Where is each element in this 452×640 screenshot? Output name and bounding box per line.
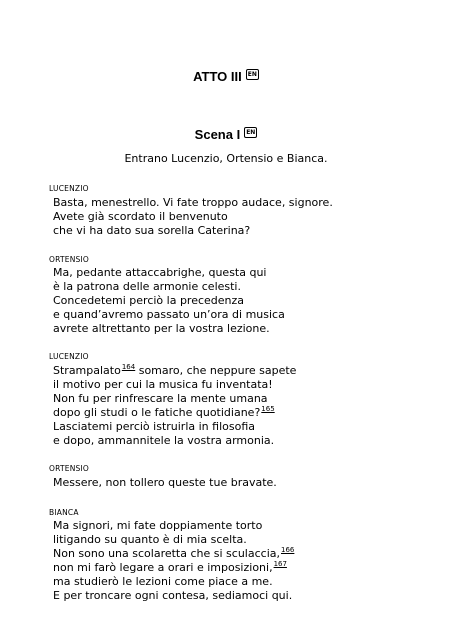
speaker-name: LUCENZIO (49, 352, 89, 361)
speaker-name: BIANCA (49, 508, 79, 517)
verse-line (53, 547, 294, 561)
verse-line: E per troncare ogni contesa, sediamoci qui. (53, 589, 293, 602)
verse-line (53, 364, 296, 378)
footnote-link[interactable]: 167 (273, 560, 287, 568)
verse-line: avrete altrettanto per la vostra lezione. (53, 322, 270, 335)
speaker-name: ORTENSIO (49, 464, 89, 473)
footnote-link[interactable]: 166 (281, 546, 295, 554)
verse-text: dopo gli studi o le fatiche quotidiane? (53, 406, 261, 419)
verse-text: non mi farò legare a orari e imposizioni, (53, 561, 273, 574)
verse-line: Ma, pedante attaccabrighe, questa qui (53, 266, 267, 279)
verse-text: somaro, che neppure sapete (135, 364, 297, 377)
speaker-name: LUCENZIO (49, 184, 89, 193)
verse-line: Ma signori, mi fate doppiamente torto (53, 519, 263, 532)
verse-line: Basta, menestrello. Vi fate troppo audace, signore. (53, 196, 333, 209)
verse-line: è la patrona delle armonie celesti. (53, 280, 241, 293)
speech-block (53, 364, 296, 448)
verse-line: e dopo, ammannitele la vostra armonia. (53, 434, 275, 447)
verse-line (53, 406, 296, 420)
verse-line (53, 561, 294, 575)
speech-block (53, 266, 285, 336)
verse-line: Concedetemi perciò la precedenza (53, 294, 245, 307)
footnote-link[interactable]: 164 (121, 363, 136, 371)
scene-heading (0, 126, 452, 142)
verse-text: Strampalato (53, 364, 121, 377)
verse-line: e quand’avremo passato un’ora di musica (53, 308, 285, 321)
act-title: ATTO III (193, 69, 242, 85)
speech-block (53, 476, 277, 490)
speaker-name: ORTENSIO (49, 255, 89, 264)
verse-line: il motivo per cui la musica fu inventata! (53, 378, 273, 391)
verse-line: Avete già scordato il benvenuto (53, 210, 228, 223)
scene-title: Scena I (194, 127, 241, 143)
verse-line: Messere, non tollero queste tue bravate. (53, 476, 277, 489)
english-link-badge[interactable]: EN (247, 71, 257, 79)
verse-text: Non sono una scolaretta che si sculaccia, (53, 547, 280, 560)
verse-line: che vi ha dato sua sorella Caterina? (53, 224, 251, 237)
act-heading (0, 68, 452, 84)
english-link-badge[interactable]: EN (246, 129, 256, 137)
verse-line: Non fu per rinfrescare la mente umana (53, 392, 268, 405)
footnote-link[interactable]: 165 (261, 405, 275, 413)
stage-direction: Entrano Lucenzio, Ortensio e Bianca. (124, 152, 328, 165)
speech-block (53, 196, 333, 238)
verse-line: litigando su quanto è di mia scelta. (53, 533, 247, 546)
verse-line: Lasciatemi perciò istruirla in filosofia (53, 420, 255, 433)
speech-block (53, 519, 294, 603)
verse-line: ma studierò le lezioni come piace a me. (53, 575, 273, 588)
